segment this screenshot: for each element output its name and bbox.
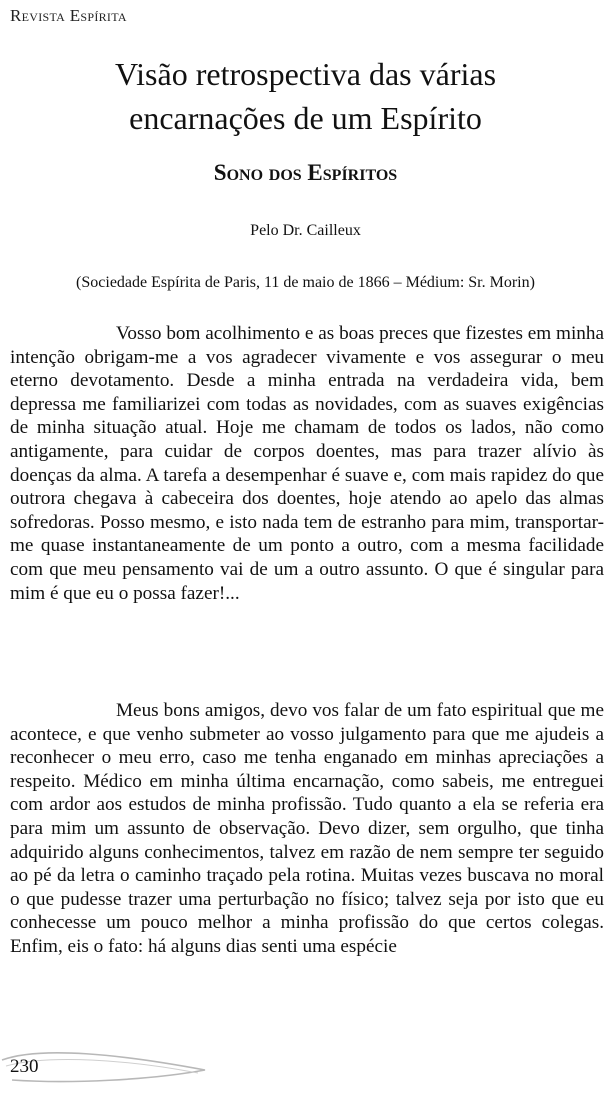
paragraph: Meus bons amigos, devo vos falar de um fato espiritual que me acontece, e que venho submeter ao vosso julgamento para que me ajudeis a reconhecer o meu erro, caso me tenha enganado em minhas apreciações a respeito. Médico em minha última encarnação, como sabeis, me entreguei com ardor aos estudos de minha profissão. Tudo quanto a ela se referia era para mim um assunto de observação. Devo dizer, sem orgulho, que tinha adquirido alguns conhecimentos, talvez em razão de nem sempre ter seguido ao pé da letra o caminho traçado pela rotina. Muitas vezes buscava no moral o que pudesse trazer uma perturbação no físico; talvez seja por isto que eu conhecesse um pouco melhor a minha profissão do que certos colegas. Enfim, eis o fato: há alguns dias senti uma espécie (10, 700, 604, 957)
article-title-line-1: Visão retrospectiva das várias (114, 56, 497, 92)
article-subtitle: Sono dos Espíritos (213, 160, 398, 185)
article-author: Pelo Dr. Cailleux (250, 222, 361, 239)
article-source: (Sociedade Espírita de Paris, 11 de maio de 1866 – Médium: Sr. Morin) (76, 274, 535, 291)
article-title-line-2: encarnações de um Espírito (129, 100, 482, 136)
running-header: Revista Espírita (10, 6, 127, 25)
paragraph: Vosso bom acolhimento e as boas preces que fizestes em minha intenção obrigam-me a vos agradecer vivamente e vos assegurar o meu eterno devotamento. Desde a minha entrada na verdadeira vida, bem depressa me familiarizei com todas as novidades, com as suaves exigências de minha situação atual. Hoje me chamam de todos os lados, não como antigamente, para cuidar de corpos doentes, mas para trazer alívio às doenças da alma. A tarefa a desempenhar é suave e, com mais rapidez do que outrora chegava à cabeceira dos doentes, hoje atendo ao apelo das almas sofredoras. Posso mesmo, e isto nada tem de estranho para mim, transportar-me quase instantaneamente de um ponto a outro, com a mesma facilidade com que meu pensamento vai de um a outro assunto. O que é singular para mim é que eu o possa fazer!... (10, 323, 604, 604)
page-number: 230 (10, 1056, 39, 1077)
article-title (0, 52, 611, 140)
